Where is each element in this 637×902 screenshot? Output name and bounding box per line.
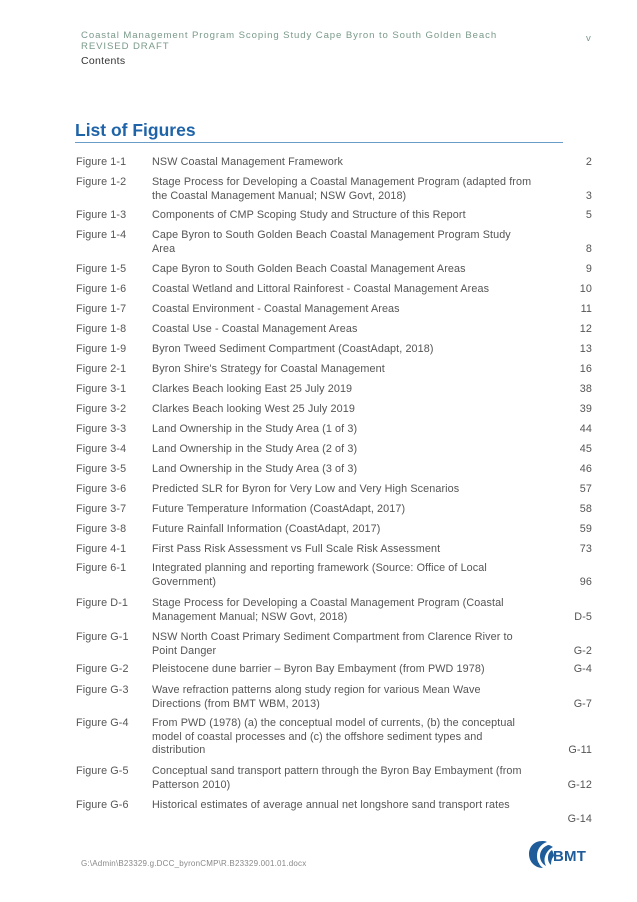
figure-title: Cape Byron to South Golden Beach Coastal Management Program Study Area bbox=[152, 229, 511, 255]
figure-page-number: 10 bbox=[579, 283, 592, 295]
figure-title: Integrated planning and reporting framework (Source: Office of Local Government) bbox=[152, 562, 487, 588]
footer-file-path: G:\Admin\B23329.g.DCC_byronCMP\R.B23329.001.01.docx bbox=[81, 859, 307, 868]
figure-page-number: 59 bbox=[579, 523, 592, 535]
figure-page-number: 3 bbox=[585, 189, 592, 202]
document-title: Coastal Management Program Scoping Study Cape Byron to South Golden Beach REVISED DRAFT bbox=[81, 30, 498, 52]
figure-number: Figure G-1 bbox=[76, 631, 129, 643]
figure-entry bbox=[76, 343, 592, 357]
figure-page-number: 11 bbox=[580, 303, 592, 315]
figure-page-number: G-4 bbox=[573, 663, 592, 675]
figure-entry bbox=[76, 363, 592, 377]
figure-page-number: 57 bbox=[579, 483, 592, 495]
figure-number: Figure G-2 bbox=[76, 663, 129, 675]
figure-entry bbox=[76, 597, 592, 624]
figure-page-number: 16 bbox=[579, 363, 592, 375]
figure-number: Figure D-1 bbox=[76, 597, 129, 609]
figure-page-number: 2 bbox=[585, 156, 592, 168]
figure-title: Future Temperature Information (CoastAdapt, 2017) bbox=[152, 503, 406, 515]
figure-number: Figure 1-5 bbox=[76, 263, 127, 275]
figure-title: Coastal Environment - Coastal Management Areas bbox=[152, 303, 400, 315]
figure-title: Conceptual sand transport pattern through the Byron Bay Embayment (from Patterson 2010) bbox=[152, 765, 522, 791]
figure-title: Coastal Use - Coastal Management Areas bbox=[152, 323, 358, 335]
figure-number: Figure 1-4 bbox=[76, 229, 127, 241]
figure-entry bbox=[76, 562, 592, 589]
figure-number: Figure 4-1 bbox=[76, 543, 127, 555]
figure-number: Figure G-6 bbox=[76, 799, 129, 811]
figure-entry bbox=[76, 283, 592, 297]
figure-title: Components of CMP Scoping Study and Structure of this Report bbox=[152, 209, 466, 221]
figure-title: Coastal Wetland and Littoral Rainforest - Coastal Management Areas bbox=[152, 283, 490, 295]
figure-number: Figure 1-6 bbox=[76, 283, 127, 295]
figure-page-number: 39 bbox=[579, 403, 592, 415]
figure-page-number: D-5 bbox=[574, 610, 592, 623]
figure-number: Figure 3-2 bbox=[76, 403, 127, 415]
figure-page-number: 44 bbox=[579, 423, 592, 435]
figure-entry bbox=[76, 156, 592, 170]
figure-page-number: 8 bbox=[585, 242, 592, 255]
figure-entry bbox=[76, 543, 592, 557]
figure-title: NSW North Coast Primary Sediment Compartment from Clarence River to Point Danger bbox=[152, 631, 513, 657]
figure-number: Figure 1-3 bbox=[76, 209, 127, 221]
figure-entry bbox=[76, 443, 592, 457]
figure-entry bbox=[76, 323, 592, 337]
figure-number: Figure G-5 bbox=[76, 765, 129, 777]
figure-title: Clarkes Beach looking East 25 July 2019 bbox=[152, 383, 353, 395]
figure-number: Figure G-4 bbox=[76, 717, 129, 729]
figure-entry bbox=[76, 383, 592, 397]
figure-page-number: 9 bbox=[585, 263, 592, 275]
figure-title: Stage Process for Developing a Coastal Management Program (Coastal Management Manual; NSW Govt, 2018) bbox=[152, 597, 504, 623]
figure-title: Future Rainfall Information (CoastAdapt, 2017) bbox=[152, 523, 381, 535]
list-of-figures-heading: List of Figures bbox=[75, 120, 196, 140]
figure-number: Figure 3-1 bbox=[76, 383, 127, 395]
figure-title: NSW Coastal Management Framework bbox=[152, 156, 344, 168]
figure-number: Figure 6-1 bbox=[76, 562, 127, 574]
figure-title: Predicted SLR for Byron for Very Low and Very High Scenarios bbox=[152, 483, 460, 495]
figure-number: Figure 1-2 bbox=[76, 176, 127, 188]
figure-number: Figure 1-9 bbox=[76, 343, 127, 355]
figure-number: Figure 1-7 bbox=[76, 303, 127, 315]
figure-entry bbox=[76, 631, 592, 658]
heading-divider bbox=[75, 142, 563, 143]
figure-entry bbox=[76, 663, 592, 677]
figure-entry bbox=[76, 209, 592, 223]
figure-entry bbox=[76, 303, 592, 317]
figure-entry bbox=[76, 423, 592, 437]
figure-entry bbox=[76, 176, 592, 203]
figure-page-number: G-7 bbox=[573, 697, 592, 710]
section-name: Contents bbox=[81, 55, 126, 67]
figure-page-number: 46 bbox=[579, 463, 592, 475]
figure-page-number: G-11 bbox=[568, 744, 592, 756]
figure-page-number: G-2 bbox=[573, 644, 592, 657]
figure-title: Cape Byron to South Golden Beach Coastal Management Areas bbox=[152, 263, 466, 275]
figure-number: Figure 3-5 bbox=[76, 463, 127, 475]
figure-page-number: G-14 bbox=[567, 812, 592, 825]
figure-title: First Pass Risk Assessment vs Full Scale Risk Assessment bbox=[152, 543, 441, 555]
figure-entry bbox=[76, 229, 592, 256]
figure-title: From PWD (1978) (a) the conceptual model of currents, (b) the conceptual model of coastal processes and (c) the offshore sediment types and distribution bbox=[152, 717, 516, 756]
figure-page-number: 38 bbox=[579, 383, 592, 395]
figure-title: Pleistocene dune barrier – Byron Bay Embayment (from PWD 1978) bbox=[152, 663, 485, 675]
figure-title: Clarkes Beach looking West 25 July 2019 bbox=[152, 403, 355, 415]
figure-title: Land Ownership in the Study Area (3 of 3) bbox=[152, 463, 358, 475]
figure-title: Wave refraction patterns along study region for various Mean Wave Directions (from BMT WBM, 2013) bbox=[152, 684, 481, 710]
figure-entry bbox=[76, 684, 592, 711]
figure-number: Figure 3-4 bbox=[76, 443, 127, 455]
figure-page-number: 13 bbox=[579, 343, 592, 355]
figure-title: Byron Shire's Strategy for Coastal Management bbox=[152, 363, 385, 375]
figure-title: Land Ownership in the Study Area (1 of 3) bbox=[152, 423, 358, 435]
figure-title: Historical estimates of average annual net longshore sand transport rates bbox=[152, 799, 510, 811]
figure-number: Figure 1-1 bbox=[76, 156, 127, 168]
figure-entry bbox=[76, 503, 592, 517]
figure-entry bbox=[76, 483, 592, 497]
figure-number: Figure G-3 bbox=[76, 684, 129, 696]
bmt-logo-text: BMT bbox=[553, 848, 587, 865]
figure-entry bbox=[76, 799, 592, 826]
figure-title: Stage Process for Developing a Coastal Management Program (adapted from the Coastal Management Manual; NSW Govt, 2018) bbox=[152, 176, 532, 202]
figure-number: Figure 3-6 bbox=[76, 483, 127, 495]
figure-page-number: 12 bbox=[579, 323, 592, 335]
figure-entry bbox=[76, 717, 592, 758]
figure-page-number: 5 bbox=[585, 209, 592, 221]
figure-page-number: 45 bbox=[579, 443, 592, 455]
figure-entry bbox=[76, 463, 592, 477]
figure-number: Figure 2-1 bbox=[76, 363, 127, 375]
figure-page-number: 73 bbox=[579, 543, 592, 555]
figure-title: Byron Tweed Sediment Compartment (CoastAdapt, 2018) bbox=[152, 343, 434, 355]
page-number: v bbox=[586, 33, 591, 44]
figure-title: Land Ownership in the Study Area (2 of 3) bbox=[152, 443, 358, 455]
figure-entry bbox=[76, 765, 592, 792]
figure-entry bbox=[76, 403, 592, 417]
figure-number: Figure 3-7 bbox=[76, 503, 127, 515]
figure-number: Figure 3-3 bbox=[76, 423, 127, 435]
figure-entry bbox=[76, 523, 592, 537]
figure-entry bbox=[76, 263, 592, 277]
figure-number: Figure 3-8 bbox=[76, 523, 127, 535]
figure-page-number: G-12 bbox=[567, 778, 592, 791]
figure-page-number: 96 bbox=[579, 575, 592, 588]
figure-number: Figure 1-8 bbox=[76, 323, 127, 335]
figure-page-number: 58 bbox=[579, 503, 592, 515]
